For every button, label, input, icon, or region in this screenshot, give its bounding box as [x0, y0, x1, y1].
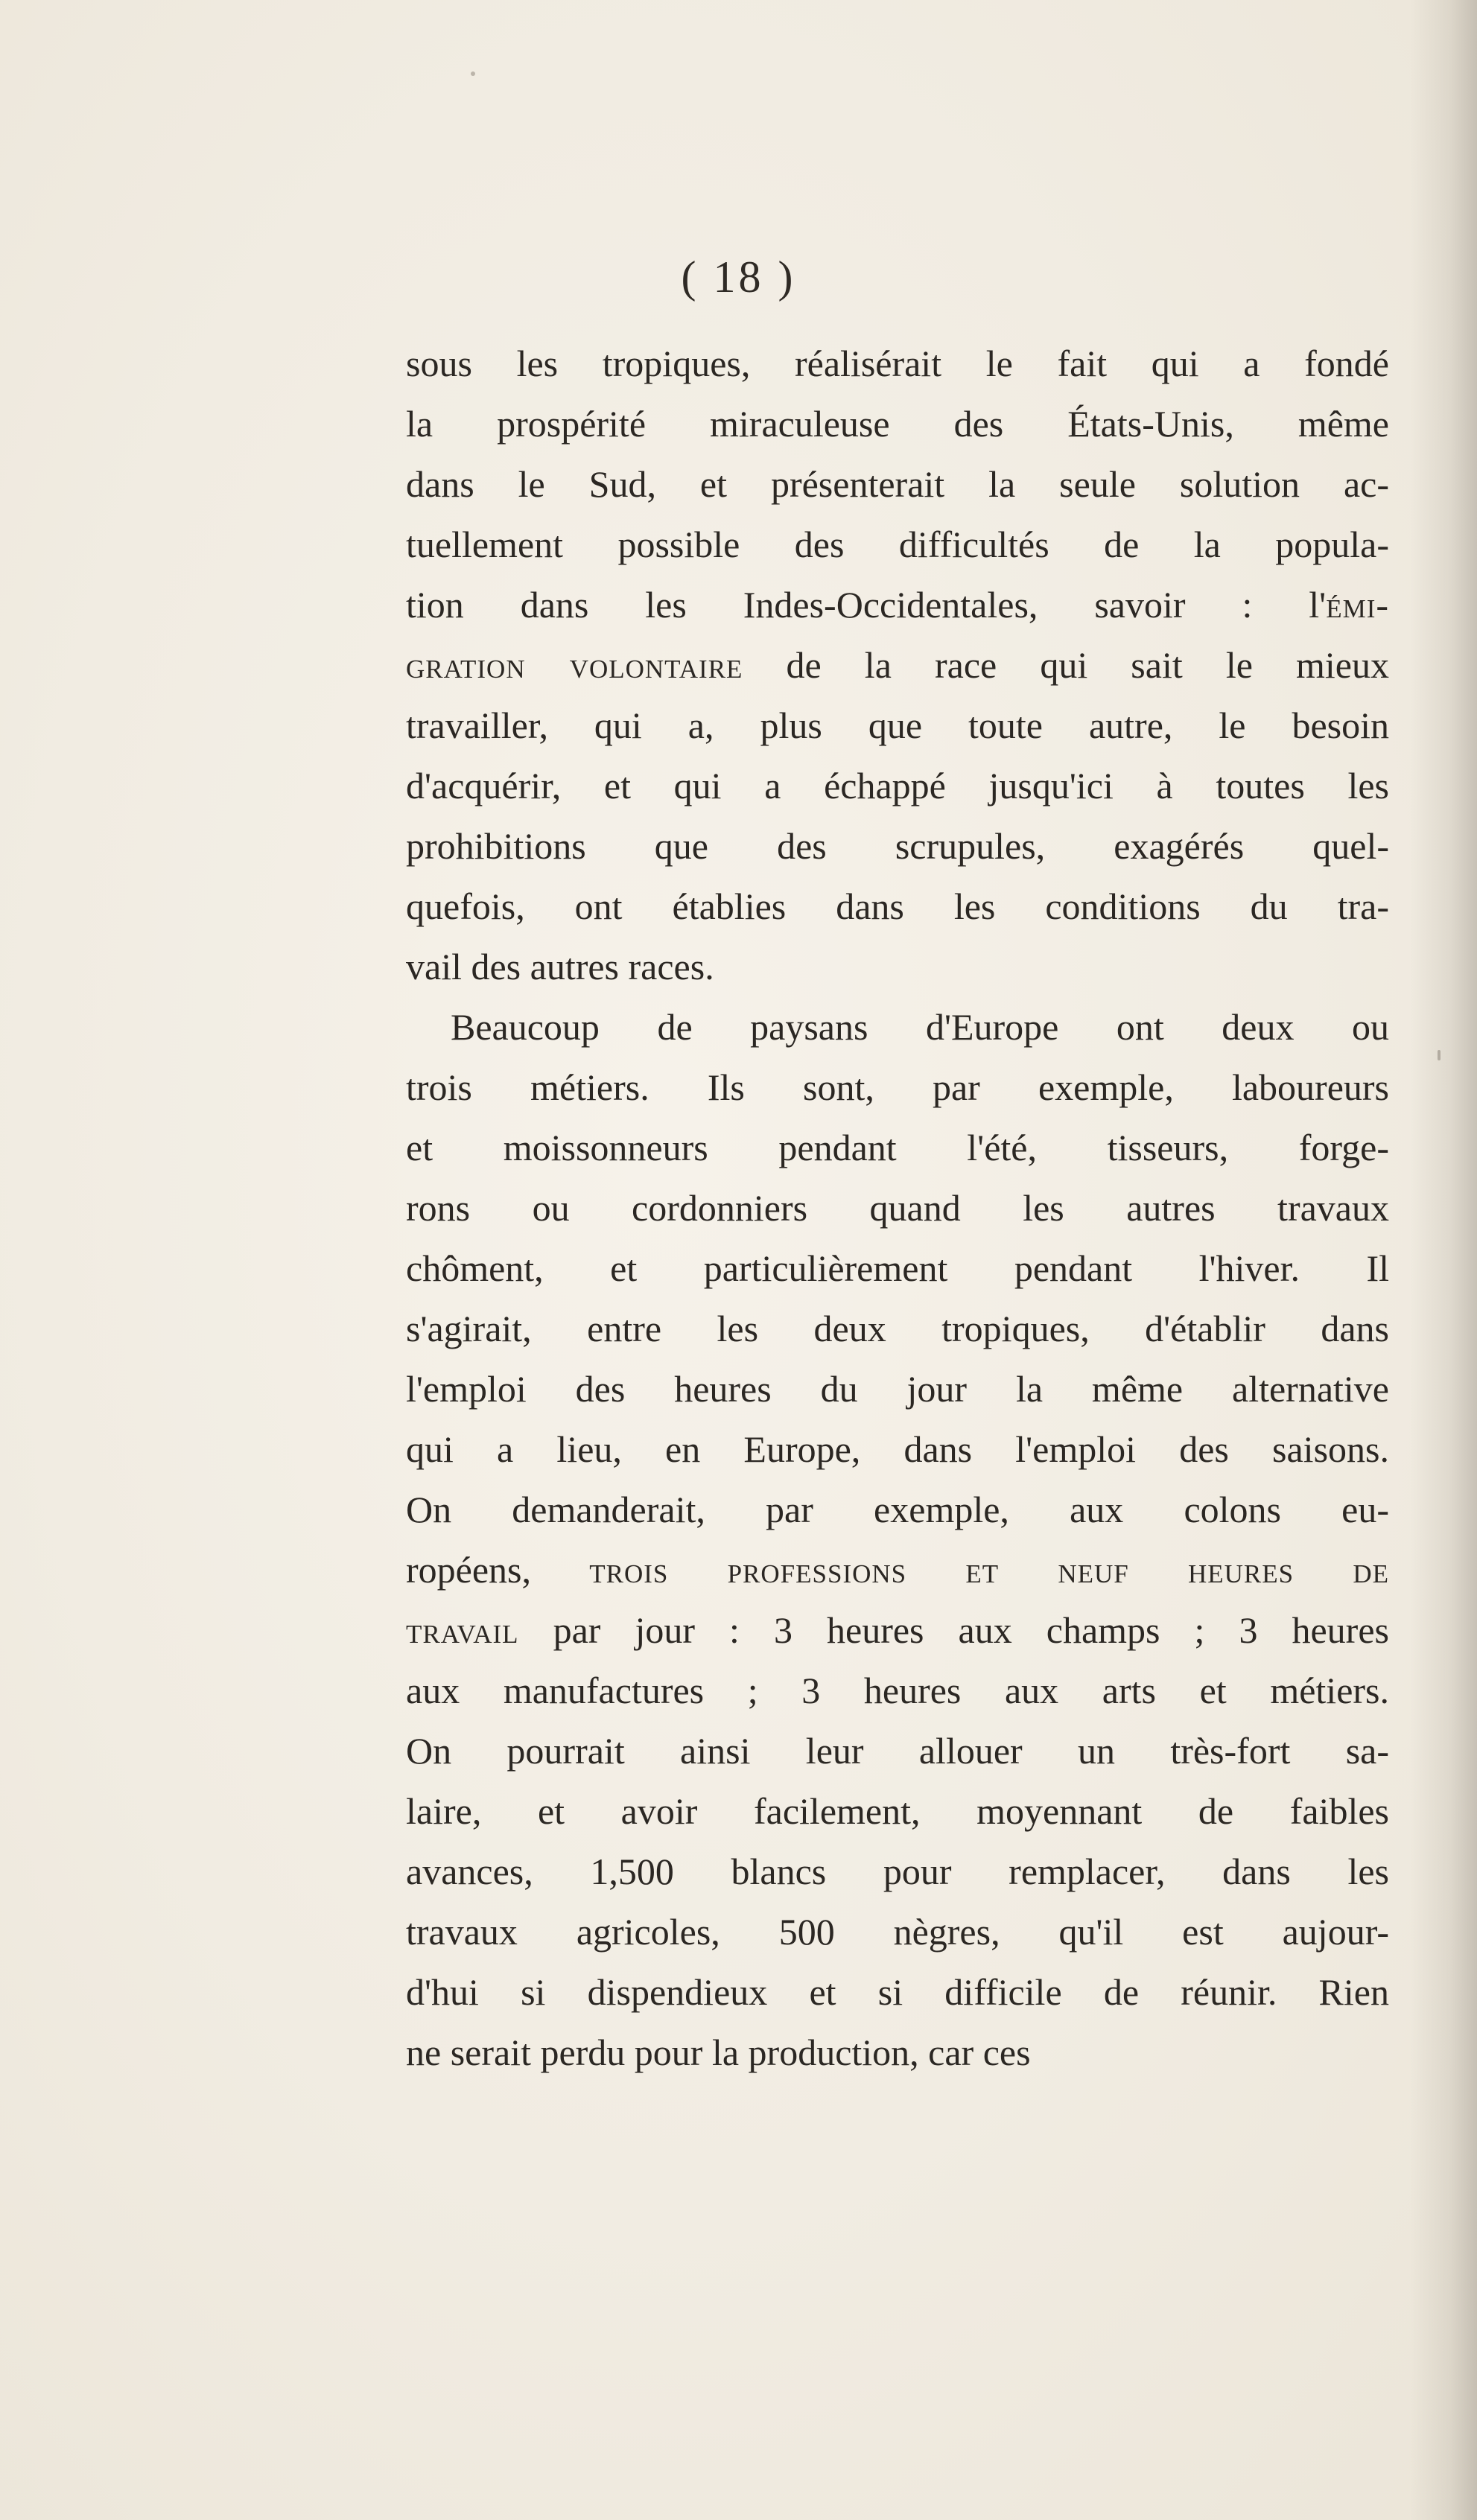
small-caps-text: gration volontaire: [406, 644, 743, 686]
text-line: [406, 876, 1389, 937]
line-text: quefois, ont établies dans les conditions du tra-: [406, 885, 1389, 927]
text-line: [406, 2023, 1389, 2083]
line-text: Beaucoup de paysans d'Europe ont deux ou: [451, 1006, 1389, 1048]
text-line: [406, 1359, 1389, 1419]
text-line: [406, 394, 1389, 454]
line-text: et moissonneurs pendant l'été, tisseurs, forge-: [406, 1127, 1389, 1168]
line-text: trois métiers. Ils sont, par exemple, laboureurs: [406, 1066, 1389, 1108]
line-text: ne serait perdu pour la production, car ces: [406, 2031, 1031, 2073]
text-line: [406, 635, 1389, 696]
text-line: [406, 1178, 1389, 1238]
text-line: [406, 515, 1389, 575]
text-line: [406, 1057, 1389, 1118]
line-text: vail des autres races.: [406, 946, 714, 987]
line-text: travaux agricoles, 500 nègres, qu'il est aujour-: [406, 1911, 1389, 1953]
line-text: avances, 1,500 blancs pour remplacer, dans les: [406, 1851, 1389, 1892]
text-line: [406, 334, 1389, 394]
line-text: On demanderait, par exemple, aux colons eu-: [406, 1489, 1389, 1530]
text-line: [406, 1842, 1389, 1902]
page-number: ( 18 ): [681, 252, 796, 302]
line-text: l'emploi des heures du jour la même alternative: [406, 1368, 1389, 1410]
line-text: d'acquérir, et qui a échappé jusqu'ici à toutes les: [406, 765, 1389, 806]
text-line: [406, 816, 1389, 876]
text-line: [406, 1480, 1389, 1540]
text-line: [406, 1419, 1389, 1480]
text-line: [406, 1781, 1389, 1842]
small-caps-text: émi-: [1326, 584, 1389, 626]
text-line: [406, 575, 1389, 635]
line-text: travailler, qui a, plus que toute autre, le besoin: [406, 704, 1389, 746]
line-text: rons ou cordonniers quand les autres travaux: [406, 1187, 1389, 1229]
line-text: aux manufactures ; 3 heures aux arts et métiers.: [406, 1670, 1389, 1711]
line-text: laire, et avoir facilement, moyennant de faibles: [406, 1790, 1389, 1832]
paper-speck: [471, 71, 475, 76]
line-text: ropéens,: [406, 1549, 590, 1591]
line-text: tuellement possible des difficultés de la popula-: [406, 524, 1389, 565]
text-line: [406, 696, 1389, 756]
text-line: [406, 1721, 1389, 1781]
text-line: [406, 1661, 1389, 1721]
line-text: sous les tropiques, réalisérait le fait qui a fondé: [406, 343, 1389, 384]
line-text: tion dans les Indes-Occidentales, savoir : l': [406, 584, 1327, 626]
text-line: [406, 756, 1389, 816]
line-text: On pourrait ainsi leur allouer un très-fort sa-: [406, 1730, 1389, 1772]
body-text: [406, 334, 1389, 2083]
line-text: par jour : 3 heures aux champs ; 3 heures: [518, 1609, 1389, 1651]
line-text: qui a lieu, en Europe, dans l'emploi des saisons.: [406, 1428, 1389, 1470]
text-line: [406, 937, 1389, 997]
text-line: [406, 454, 1389, 515]
text-line: [406, 1962, 1389, 2023]
small-caps-text: travail: [406, 1609, 519, 1651]
paper-speck: [1438, 1050, 1441, 1060]
text-line: [406, 1299, 1389, 1359]
line-text: de la race qui sait le mieux: [743, 644, 1389, 686]
text-line: [406, 1118, 1389, 1178]
line-text: la prospérité miraculeuse des États-Unis, même: [406, 403, 1389, 445]
text-line: [406, 1902, 1389, 1962]
page-gutter-shadow: [1410, 0, 1477, 2520]
line-text: dans le Sud, et présenterait la seule solution ac-: [406, 463, 1389, 505]
text-line: [406, 1238, 1389, 1299]
text-line: [406, 1540, 1389, 1600]
text-line: [406, 1600, 1389, 1661]
line-text: d'hui si dispendieux et si difficile de réunir. Rien: [406, 1971, 1389, 2013]
line-text: prohibitions que des scrupules, exagérés quel-: [406, 825, 1389, 867]
small-caps-text: trois professions et neuf heures de: [589, 1549, 1389, 1591]
line-text: chôment, et particulièrement pendant l'hiver. Il: [406, 1247, 1389, 1289]
text-line: [406, 997, 1389, 1057]
line-text: s'agirait, entre les deux tropiques, d'établir dans: [406, 1308, 1389, 1349]
